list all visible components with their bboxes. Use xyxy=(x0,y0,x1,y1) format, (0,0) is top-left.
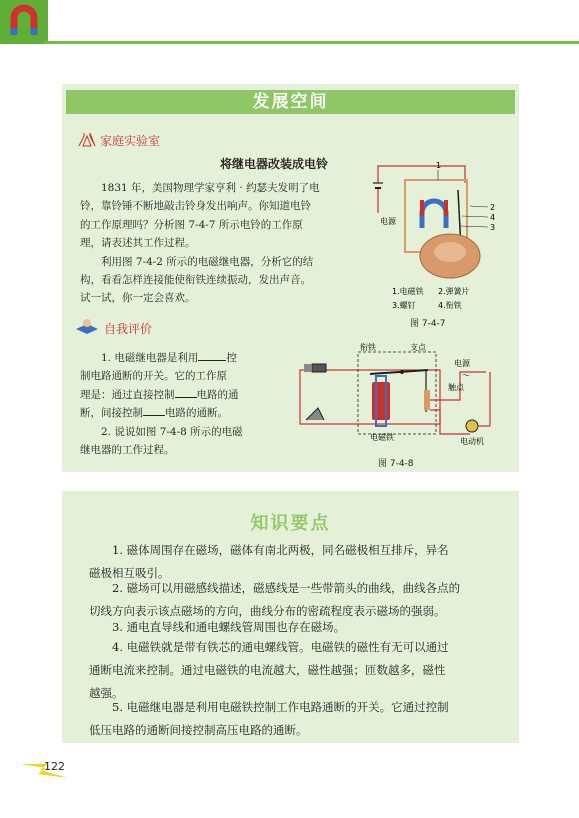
top-bar xyxy=(0,0,579,44)
para2-line: 利用图 7-4-2 所示的电磁继电器，分析它的结 xyxy=(101,255,314,268)
fig747-power-label: 电源 xyxy=(380,217,396,226)
magnet-icon xyxy=(6,4,42,40)
fig748-magnet-label: 电磁铁 xyxy=(370,433,394,442)
q1-text: 制电路通断的开关。它的工作原 xyxy=(80,370,227,383)
q1-text: 1. 电磁继电器是利用 xyxy=(101,352,199,364)
key-point-line: 2. 磁场可以用磁感线描述，磁感线是一些带箭头的曲线，曲线各点的 xyxy=(112,581,461,595)
para1-line: 铃，靠铃锤不断地敲击铃身发出响声。你知道电铃 xyxy=(80,200,311,213)
q1-text: 断，间接控制 xyxy=(80,407,143,420)
fig748-caption: 图 7-4-8 xyxy=(378,459,414,469)
fig748-contact-label: 触点 xyxy=(448,383,464,392)
key-point-line: 通断电流来控制。通过电磁铁的电流越大，磁性越强；匝数越多，磁性 xyxy=(89,662,446,677)
fig747-num-3: 3 xyxy=(490,223,496,232)
answer-blank-3 xyxy=(143,415,165,416)
armature-lever xyxy=(370,370,428,374)
key-point-line: 3. 通电直导线和通电螺线管周围也存在磁场。 xyxy=(112,620,346,634)
key-point-line: 越强。 xyxy=(89,685,124,700)
para1-line: 1831 年，美国物理学家亨利 · 约瑟夫发明了电 xyxy=(101,182,320,194)
answer-blank-2 xyxy=(175,397,197,398)
home-lab-text xyxy=(80,179,338,308)
q1-text: 电路的通断。 xyxy=(165,407,228,420)
fig747-num-1: 1 xyxy=(436,161,442,170)
para2-line: 试一试，你一定会喜欢。 xyxy=(80,292,196,305)
coil xyxy=(372,382,390,420)
key-point-line: 切线方向表示该点磁场的方向，曲线分布的密疏程度表示磁场的强弱。 xyxy=(89,603,446,618)
fig747-num-2: 2 xyxy=(490,203,496,212)
self-eval-text xyxy=(80,349,266,459)
key-points-title: 知识要点 xyxy=(250,513,331,534)
q1-text: 控 xyxy=(226,352,237,364)
self-eval-label: 自我评价 xyxy=(104,322,153,336)
fig748-armature-label: 衔铁 xyxy=(360,343,376,352)
key-point-4 xyxy=(89,636,504,704)
figure-7-4-7 xyxy=(370,158,505,328)
switch xyxy=(306,408,324,420)
fig747-legend-3: 3.螺钉 xyxy=(392,301,416,310)
figure-7-4-8 xyxy=(290,342,510,462)
q1-text: 理是：通过直接控制 xyxy=(80,388,175,401)
q2-text: 继电器的工作过程。 xyxy=(80,444,175,457)
q2-text: 2. 说说如图 7-4-8 所示的电磁 xyxy=(101,425,243,438)
para1-line: 的工作原理吗？分析图 7-4-7 所示电铃的工作原 xyxy=(80,218,303,231)
home-lab-label: 家庭实验室 xyxy=(100,134,161,148)
fig747-legend-4: 4.衔铁 xyxy=(438,301,462,310)
fig748-pivot-label: 支点 xyxy=(410,343,426,352)
answer-blank-1 xyxy=(198,360,226,361)
q1-text: 电路的通 xyxy=(196,388,239,401)
fig748-motor-label: 电动机 xyxy=(460,437,484,446)
page-number: 122 xyxy=(44,760,65,773)
key-point-line: 4. 电磁铁就是带有铁芯的通电螺线管。电磁铁的磁性有无可以通过 xyxy=(112,640,449,654)
experiment-title: 将继电器改装成电铃 xyxy=(220,157,329,171)
fig747-num-4: 4 xyxy=(490,213,496,222)
development-header xyxy=(66,90,515,114)
fig747-legend-2: 2.弹簧片 xyxy=(438,287,470,296)
motor-symbol xyxy=(466,420,478,432)
fig747-caption: 图 7-4-7 xyxy=(410,319,446,329)
flask-icon xyxy=(76,132,98,148)
electromagnet xyxy=(422,201,446,228)
development-title: 发展空间 xyxy=(252,92,329,112)
top-rule xyxy=(44,41,579,44)
para1-line: 理，请表述其工作过程。 xyxy=(80,237,196,250)
fig748-power-label: 电源 xyxy=(454,359,470,368)
fig747-legend-1: 1.电磁铁 xyxy=(392,287,424,296)
book-icon xyxy=(74,317,100,335)
key-point-5 xyxy=(89,696,504,742)
key-point-line: 5. 电磁继电器是利用电磁铁控制工作电路通断的开关。它通过控制 xyxy=(112,700,449,714)
key-point-line: 1. 磁体周围存在磁场，磁体有南北两极，同名磁极相互排斥，异名 xyxy=(112,543,449,557)
key-point-line: 磁极相互吸引。 xyxy=(89,565,170,580)
key-point-line: 低压电路的通断间接控制高压电路的通断。 xyxy=(89,722,308,737)
fig748-ac-label: ～ xyxy=(462,371,470,380)
para2-line: 构，看看怎样连接能使衔铁连续振动，发出声音。 xyxy=(80,274,311,287)
